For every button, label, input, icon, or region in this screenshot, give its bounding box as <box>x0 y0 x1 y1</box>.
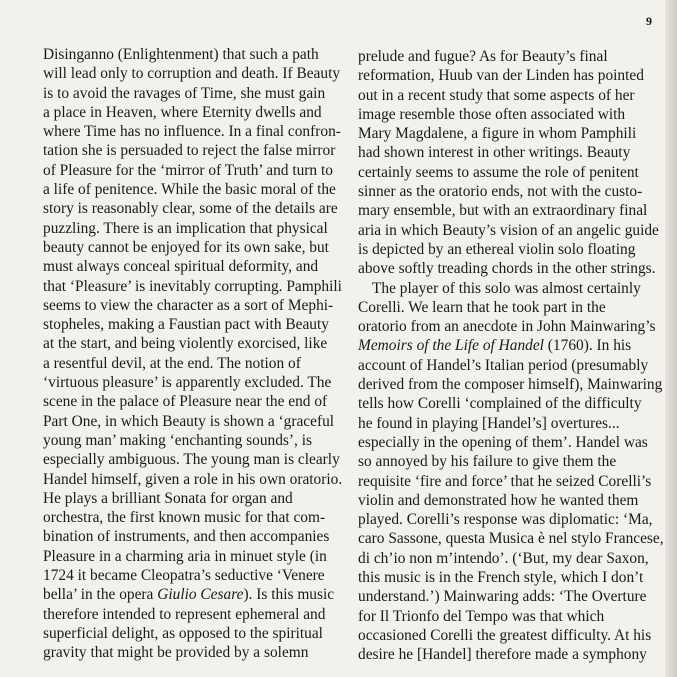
text-line: Disinganno (Enlightenment) that such a path <box>43 46 319 63</box>
text-line: mary ensemble, but with an extraordinary final <box>358 202 648 220</box>
right-column <box>358 47 664 665</box>
text-line: bination of instruments, and then accompanies <box>43 528 330 546</box>
text-line: out in a recent study that some aspects of her <box>358 86 635 104</box>
text-line: especially ambiguous. The young man is clearly <box>43 451 340 469</box>
text-line: where Time has no influence. In a final confron- <box>43 123 341 141</box>
text-line: scene in the palace of Pleasure near the end of <box>43 393 328 411</box>
text-line: puzzling. There is an implication that physical <box>43 219 328 237</box>
text-line: above softly treading chords in the other strings. <box>358 260 656 278</box>
text-line: 1724 it became Cleopatra’s seductive ‘Venere <box>43 567 325 585</box>
text-line: will lead only to corruption and death. If Beauty <box>43 65 341 83</box>
text-line: image resemble those often associated with <box>358 105 626 123</box>
text-line: He plays a brilliant Sonata for organ and <box>43 489 293 507</box>
text-line: that ‘Pleasure’ is inevitably corrupting. Pamphili <box>43 277 342 295</box>
text-line: caro Sassone, questa Musica è nel stylo Francese, <box>358 530 664 548</box>
text-line: certainly seems to assume the role of penitent <box>358 163 639 181</box>
book-title: Memoirs of the Life of Handel <box>358 337 544 355</box>
page-edge <box>665 0 677 677</box>
text-line: occasioned Corelli the greatest difficulty. At his <box>358 626 652 644</box>
text-span: bella’ in the opera <box>43 586 158 604</box>
text-line: he found in playing [Handel’s] overtures... <box>358 414 620 432</box>
left-column <box>43 45 343 663</box>
opera-title: Giulio Cesare <box>157 586 244 604</box>
text-line: ‘virtuous pleasure’ is apparently excluded. The <box>43 374 332 392</box>
text-line: a resentful devil, at the end. The notion of <box>43 354 301 372</box>
text-line: seems to view the character as a sort of Mephi- <box>43 296 334 314</box>
text-line: young man’ making ‘enchanting sounds’, is <box>43 431 313 449</box>
text-line: must always conceal spiritual deformity, and <box>43 258 319 276</box>
text-line: beauty cannot be enjoyed for its own sake, but <box>43 238 329 256</box>
text-line: account of Handel’s Italian period (presumably <box>358 356 649 374</box>
text-line: of Pleasure for the ‘mirror of Truth’ and turn to <box>43 161 333 179</box>
text-line: at the start, and being violently exorcised, like <box>43 335 328 353</box>
text-line: The player of this solo was almost certainly <box>372 279 641 297</box>
text-line: reformation, Huub van der Linden has pointed <box>358 67 644 85</box>
text-line: is to avoid the ravages of Time, she must gain <box>43 84 326 102</box>
text-line: for Il Trionfo del Tempo was that which <box>358 607 605 625</box>
text-line: Corelli. We learn that he took part in the <box>358 298 606 316</box>
text-line: violin and demonstrated how he wanted them <box>358 491 639 509</box>
text-line: stopheles, making a Faustian pact with Beauty <box>43 316 329 334</box>
text-line: Mary Magdalene, a figure in whom Pamphili <box>358 125 637 143</box>
text-line: orchestra, the first known music for that com- <box>43 509 326 527</box>
text-line: a place in Heaven, where Eternity dwells and <box>43 103 322 121</box>
text-line: Part One, in which Beauty is shown a ‘graceful <box>43 412 335 430</box>
page-number: 9 <box>646 14 652 28</box>
text-line: aria in which Beauty’s vision of an angelic guide <box>358 221 659 239</box>
text-line: is depicted by an ethereal violin solo floating <box>358 240 636 258</box>
text-line: especially in the opening of them’. Handel was <box>358 433 648 451</box>
text-line: story is reasonably clear, some of the details are <box>43 200 338 218</box>
text-span: ). Is this music <box>243 586 335 604</box>
text-line: a life of penitence. While the basic moral of the <box>43 181 336 199</box>
text-line: gravity that might be provided by a solemn <box>43 644 309 662</box>
text-line: prelude and fugue? As for Beauty’s final <box>358 48 608 65</box>
text-line: superficial delight, as opposed to the spiritual <box>43 624 323 642</box>
text-span: (1760). In his <box>543 337 632 355</box>
text-line: played. Corelli’s response was diplomatic: ‘Ma, <box>358 511 653 529</box>
text-line: had shown interest in other writings. Beauty <box>358 144 631 162</box>
text-line: desire he [Handel] therefore made a symphony <box>358 646 647 664</box>
text-line: sinner as the oratorio ends, not with the custo- <box>358 183 643 201</box>
text-line: di ch’io non m’intendo’. (‘But, my dear Saxon, <box>358 549 649 567</box>
text-line: Pleasure in a charming aria in minuet style (in <box>43 547 327 565</box>
text-line: so annoyed by his failure to give them the <box>358 453 617 471</box>
text-line <box>358 336 658 355</box>
text-line: therefore intended to represent ephemeral and <box>43 605 326 623</box>
text-line: tation she is persuaded to reject the false mirror <box>43 142 336 160</box>
text-line: oratorio from an anecdote in John Mainwaring’s <box>358 318 656 336</box>
text-line: understand.’) Mainwaring adds: ‘The Overture <box>358 588 647 606</box>
text-line: this music is in the French style, which I don’t <box>358 569 644 587</box>
text-line: derived from the composer himself), Mainwaring <box>358 376 663 394</box>
text-line: requisite ‘fire and force’ that he seized Corelli’s <box>358 472 652 490</box>
text-line: tells how Corelli ‘complained of the difficulty <box>358 395 642 413</box>
text-line: Handel himself, given a role in his own oratorio. <box>43 470 343 488</box>
text-line <box>43 585 338 604</box>
